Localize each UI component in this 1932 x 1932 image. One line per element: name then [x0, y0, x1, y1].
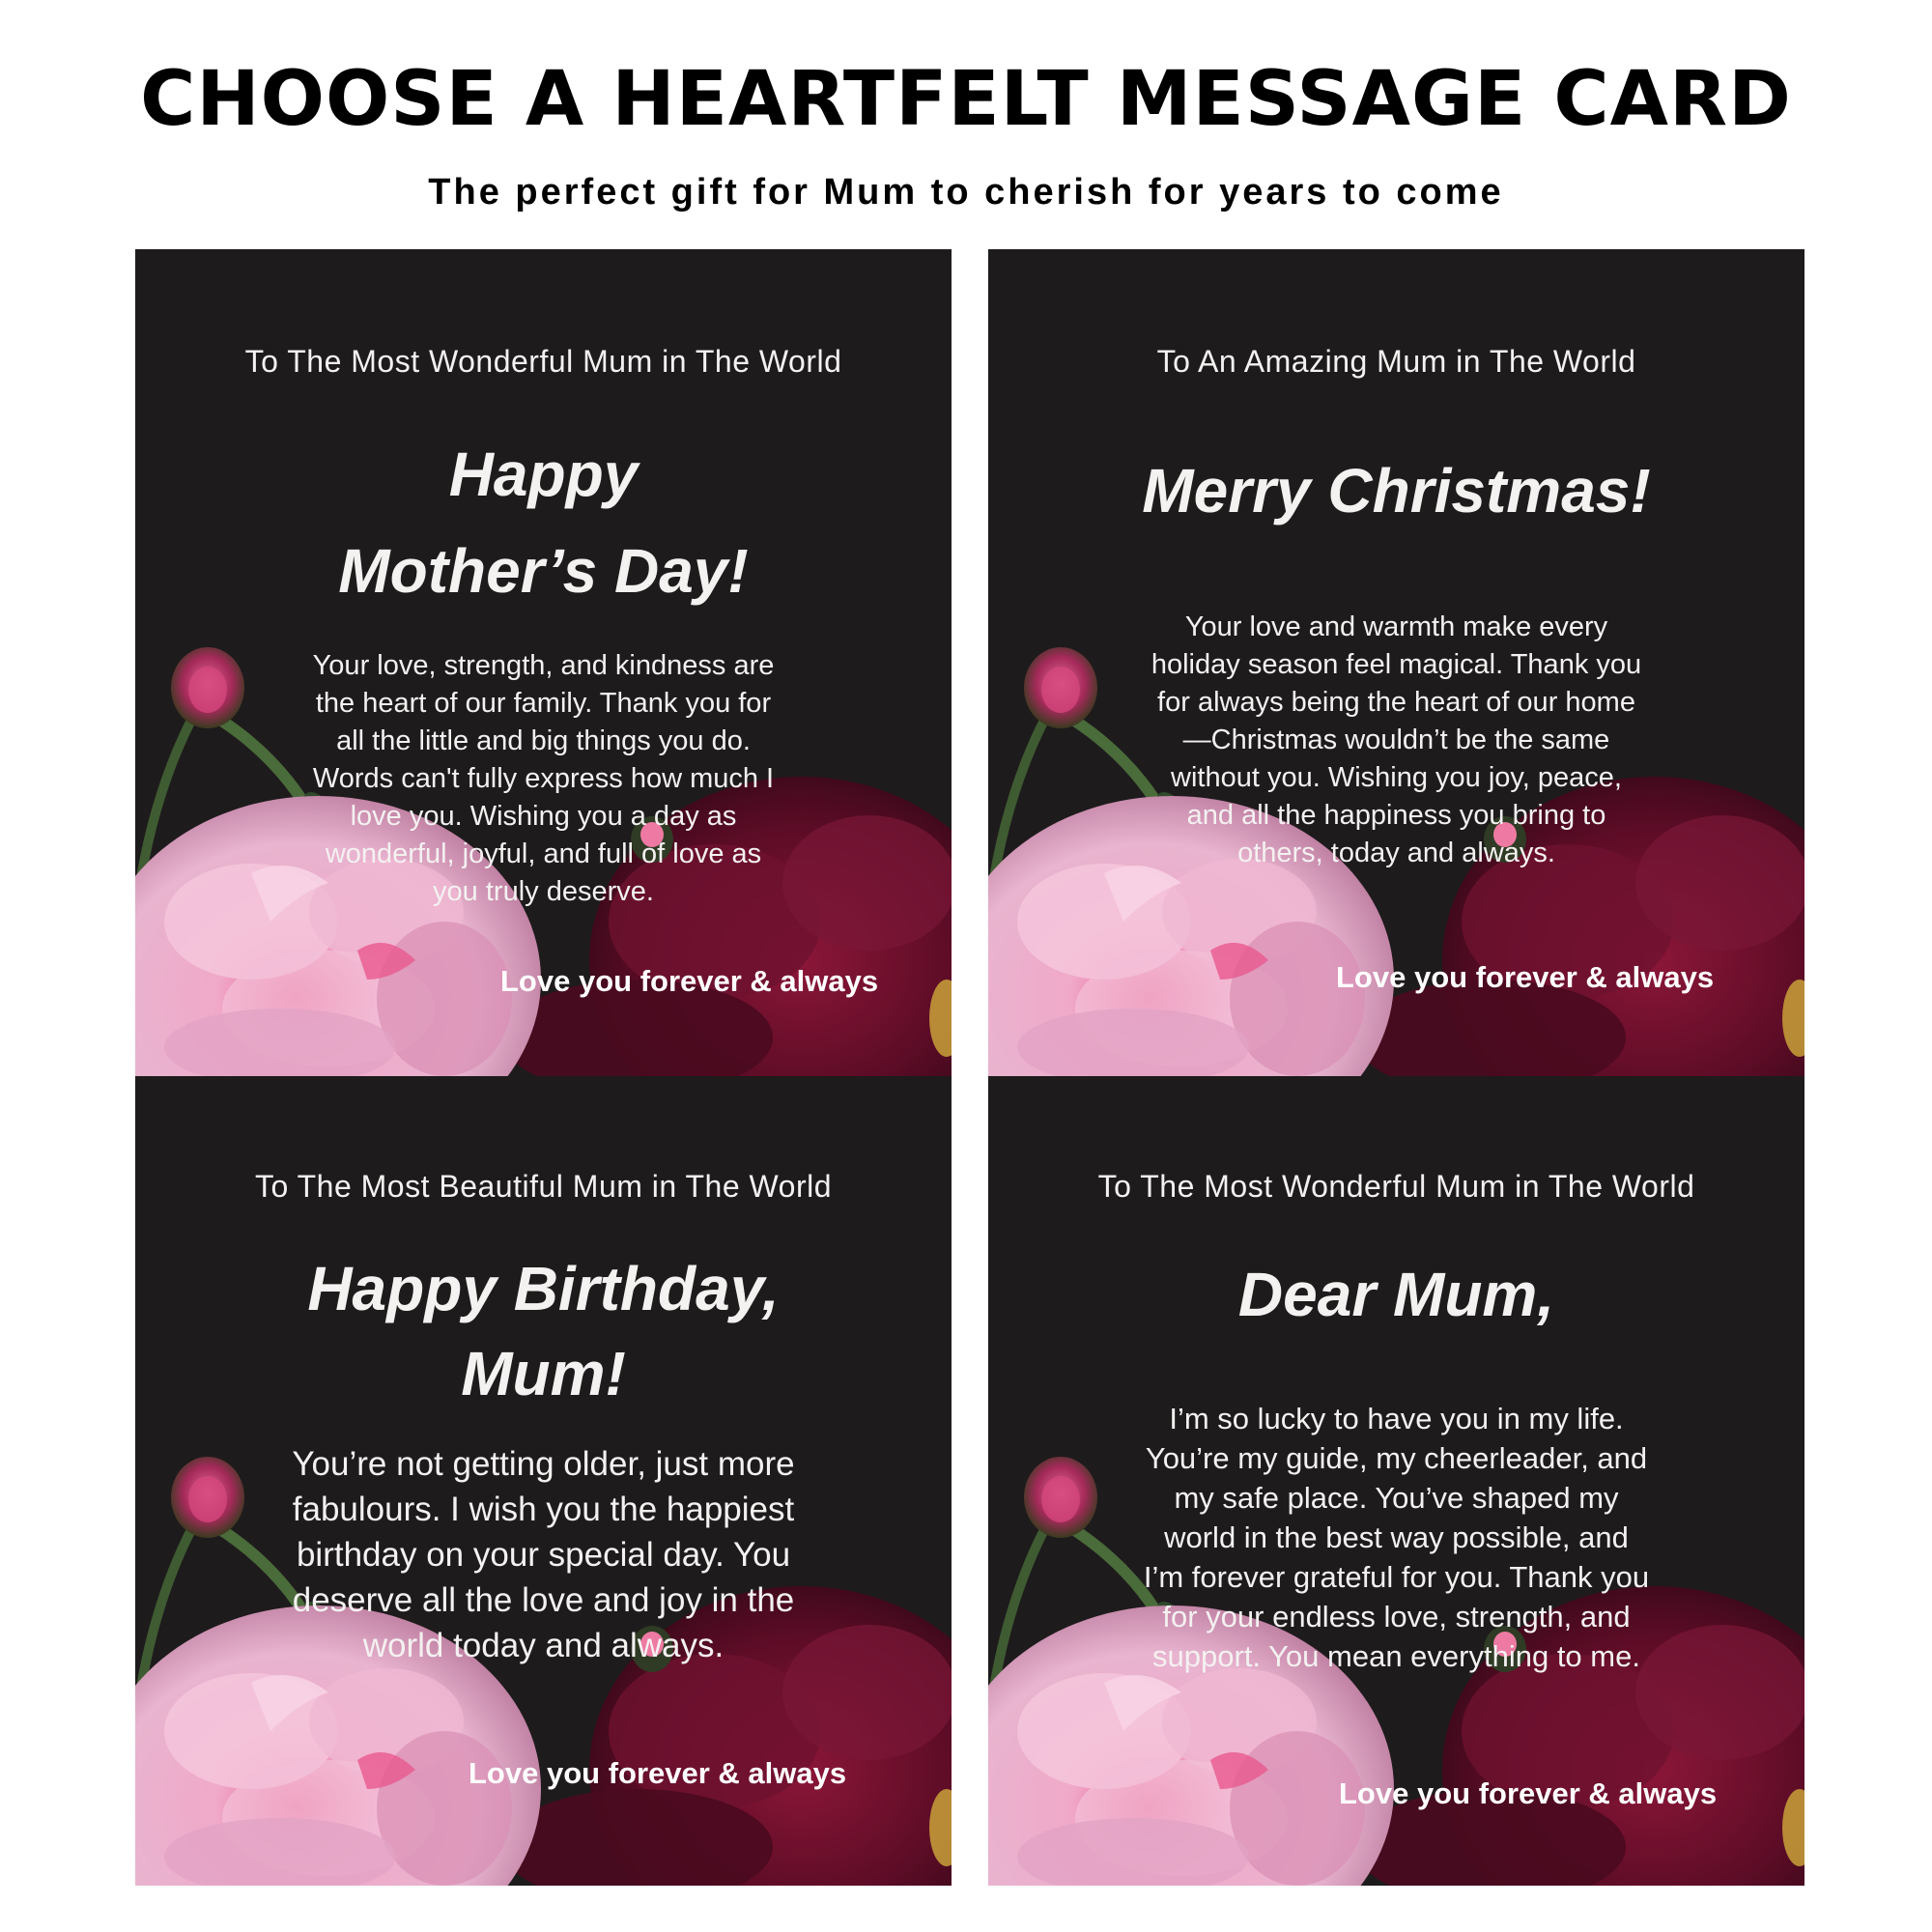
card-message-line: I’m so lucky to have you in my life. [1169, 1402, 1624, 1435]
card-title-line: Mother’s Day! [338, 536, 749, 606]
card-message-line: wonderful, joyful, and full of love as [325, 838, 762, 869]
card-title-line: Dear Mum, [1237, 1260, 1555, 1329]
card-message-line: for your endless love, strength, and [1162, 1600, 1631, 1634]
card-message-line: without you. Wishing you joy, peace, [1171, 762, 1622, 793]
card-message-line: birthday on your special day. You [296, 1536, 791, 1574]
card-message-line: for always being the heart of our home [1157, 687, 1635, 718]
card-message-line: Words can't fully express how much I [312, 763, 775, 794]
card-message-line: fabulours. I wish you the happiest [292, 1491, 795, 1528]
card-message-line: holiday season feel magical. Thank you [1151, 649, 1642, 680]
card-title-line: Mum! [461, 1339, 626, 1408]
card-message-line: all the little and big things you do. [336, 725, 751, 756]
card-message-line: the heart of our family. Thank you for [315, 688, 772, 719]
card-signoff: Love you forever & always [1339, 1776, 1718, 1810]
card-message-line: deserve all the love and joy in the [292, 1581, 795, 1619]
card-message-line: Your love and warmth make every [1184, 611, 1608, 642]
card-greeting: To The Most Beautiful Mum in The World [254, 1169, 833, 1204]
card-title-line: Happy Birthday, [307, 1254, 780, 1323]
message-card-mothers-day[interactable] [135, 249, 952, 1076]
card-message-line: You’re not getting older, just more [292, 1445, 795, 1483]
card-signoff: Love you forever & always [1336, 960, 1715, 994]
card-message-line: I’m forever grateful for you. Thank you [1143, 1560, 1650, 1594]
card-signoff: Love you forever & always [500, 964, 879, 998]
page-title: CHOOSE A HEARTFELT MESSAGE CARD [140, 56, 1792, 143]
card-message-line: world today and always. [362, 1627, 724, 1664]
card-message-line: others, today and always. [1237, 838, 1555, 868]
card-message-line: —Christmas wouldn’t be the same [1182, 724, 1610, 755]
card-greeting: To An Amazing Mum in The World [1156, 344, 1636, 379]
card-greeting: To The Most Wonderful Mum in The World [244, 344, 842, 379]
card-title-line: Merry Christmas! [1142, 456, 1651, 526]
message-card-christmas[interactable] [988, 249, 1804, 1076]
message-card-birthday[interactable] [135, 1076, 952, 1886]
card-signoff: Love you forever & always [469, 1756, 847, 1790]
page-subtitle: The perfect gift for Mum to cherish for years to come [428, 172, 1504, 213]
card-message-line: you truly deserve. [433, 876, 654, 907]
card-message-line: and all the happiness you bring to [1186, 800, 1606, 831]
card-message-line: You’re my guide, my cheerleader, and [1145, 1441, 1648, 1475]
card-message-line: love you. Wishing you a day as [350, 801, 737, 832]
card-message-line: support. You mean everything to me. [1152, 1639, 1640, 1673]
card-message-line: world in the best way possible, and [1164, 1520, 1629, 1554]
card-message-line: Your love, strength, and kindness are [312, 650, 775, 681]
message-card-dear-mum[interactable] [988, 1076, 1804, 1886]
card-title-line: Happy [448, 440, 639, 509]
card-message-line: my safe place. You’ve shaped my [1174, 1481, 1619, 1515]
card-greeting: To The Most Wonderful Mum in The World [1097, 1169, 1695, 1204]
